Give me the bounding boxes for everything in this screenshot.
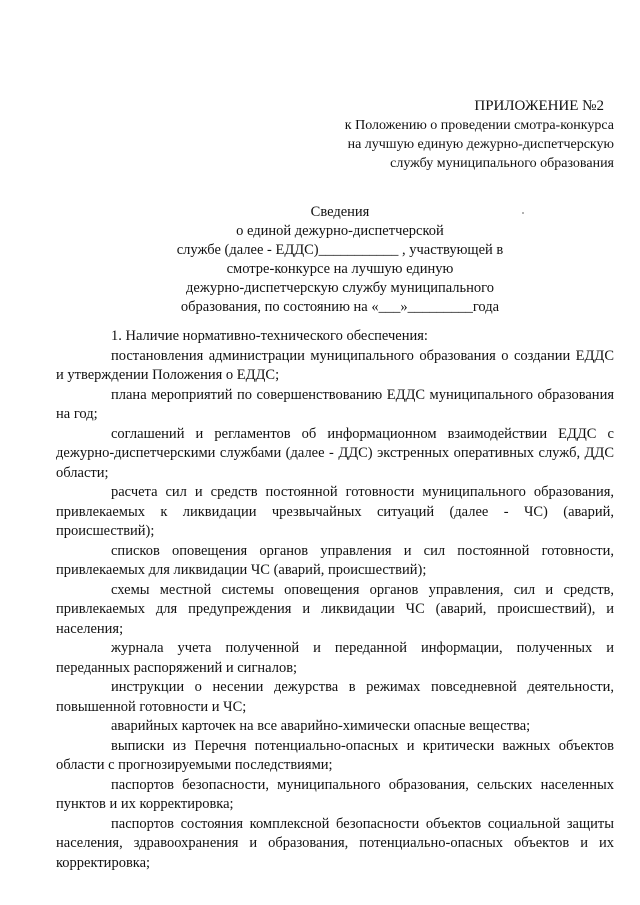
list-item: выписки из Перечня потенциально-опасных и критически важных объектов области с прогнозируемыми последствиями; [56, 737, 614, 773]
list-item: инструкции о несении дежурства в режимах повседневной деятельности, повышенной готовности и ЧС; [56, 679, 614, 715]
heading-line: Сведения [310, 204, 370, 220]
appendix-line: к Положению о проведении смотра-конкурса [344, 118, 614, 133]
list-item: расчета сил и средств постоянной готовности муниципального образования, привлекаемых к ликвидации чрезвычайных ситуаций (далее - ЧС) (аварий, происшествий); [56, 484, 614, 539]
section-title: 1. Наличие нормативно-технического обеспечения: [111, 328, 428, 344]
document-body [56, 327, 614, 873]
heading-line: образования, по состоянию на «___»_________года [180, 299, 500, 315]
heading-line: о единой дежурно-диспетчерской [236, 223, 444, 239]
list-item: аварийных карточек на все аварийно-химически опасные вещества; [111, 718, 531, 734]
list-item: плана мероприятий по совершенствованию ЕДДС муниципального образования на год; [56, 386, 614, 422]
appendix-line: службу муниципального образования [390, 156, 614, 171]
list-item: журнала учета полученной и переданной информации, полученных и переданных распоряжений и сигналов; [56, 640, 614, 676]
heading-line: дежурно-диспетчерскую службу муниципального [186, 280, 494, 296]
appendix-line: на лучшую единую дежурно-диспетчерскую [347, 137, 614, 152]
list-item: паспортов состояния комплексной безопасности объектов социальной защиты населения, здравоохранения и образования, потенциально-опасных объектов и их корректировка; [56, 815, 614, 871]
document-heading [150, 203, 530, 317]
heading-line: смотре-конкурсе на лучшую единую [226, 261, 454, 277]
scan-speck [522, 212, 524, 214]
list-item: соглашений и регламентов об информационном взаимодействии ЕДДС с дежурно-диспетчерскими службами (далее - ДДС) экстренных оперативных служб, ДДС области; [56, 425, 614, 481]
list-item: паспортов безопасности, муниципального образования, сельских населенных пунктов и их корректировка; [56, 776, 614, 812]
appendix-title: ПРИЛОЖЕНИЕ №2 [474, 98, 604, 114]
list-item: списков оповещения органов управления и сил постоянной готовности, привлекаемых для ликвидации ЧС (аварий, происшествий); [56, 542, 614, 578]
appendix-header [284, 97, 614, 173]
list-item: схемы местной системы оповещения органов управления, сил и средств, привлекаемых для предупреждения и ликвидации ЧС (аварий, происшествий), и населения; [56, 581, 614, 637]
heading-line: службе (далее - ЕДДС)___________ , участвующей в [176, 242, 504, 258]
list-item: постановления администрации муниципального образования о создании ЕДДС и утверждении Положения о ЕДДС; [56, 347, 614, 383]
